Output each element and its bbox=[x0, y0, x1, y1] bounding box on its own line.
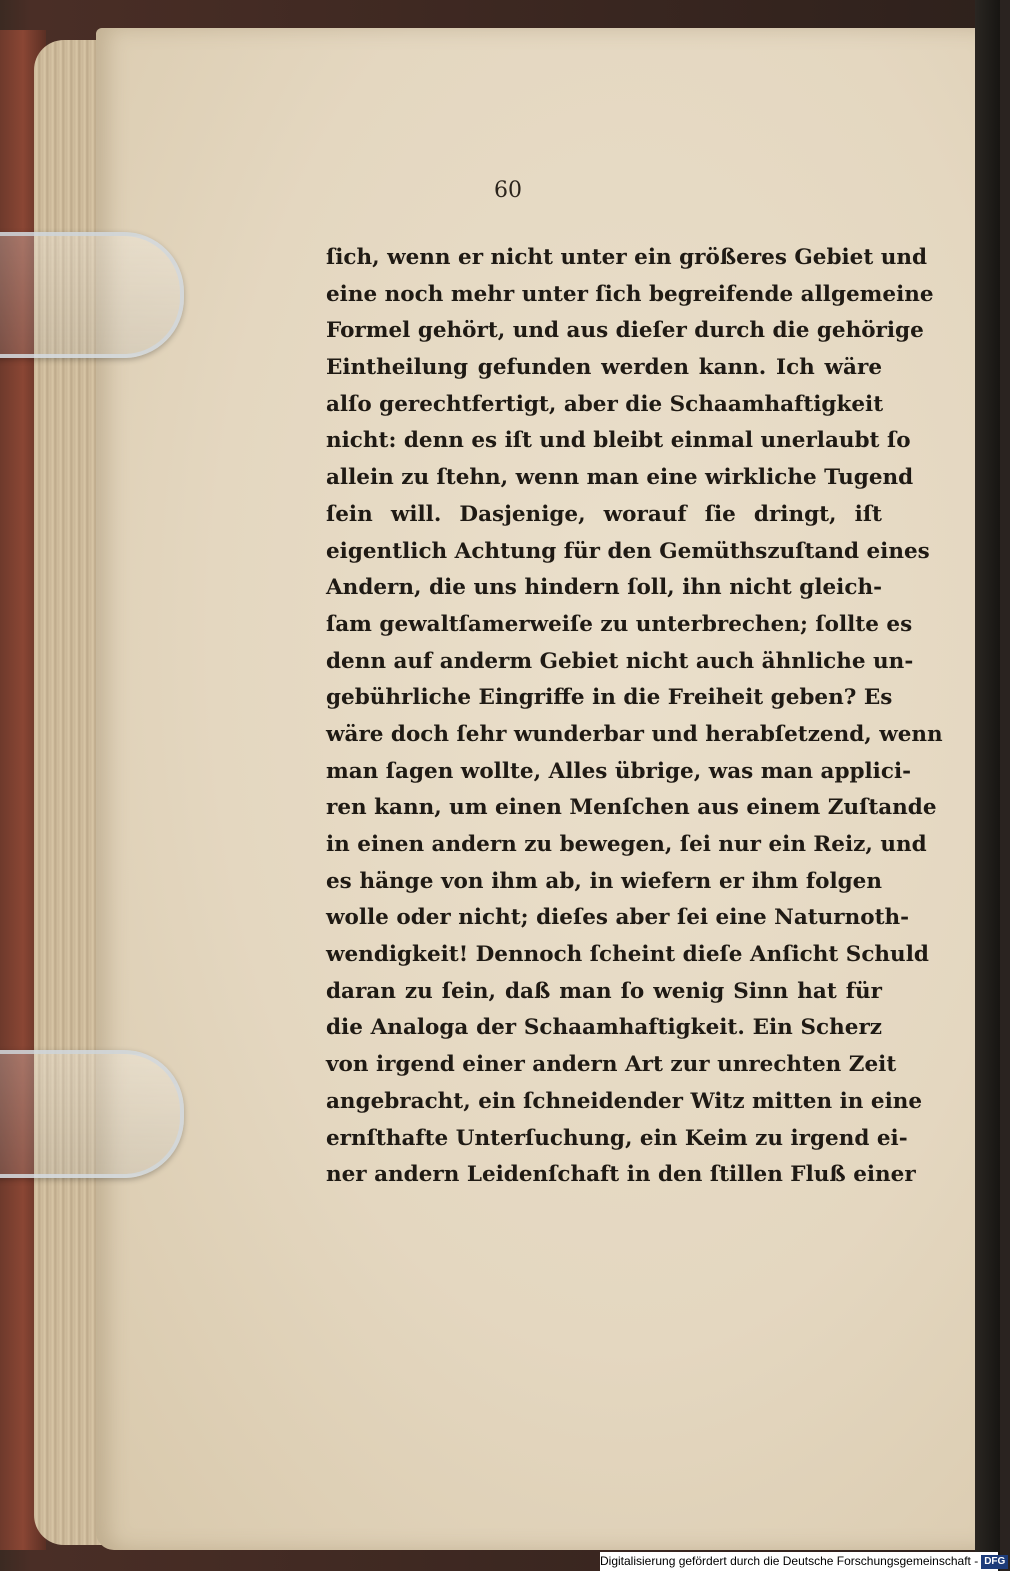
text-line: es hänge von ihm ab, in wiefern er ihm folgen bbox=[326, 868, 882, 894]
text-line: die Analoga der Schaamhaftigkeit. Ein Scherz bbox=[326, 1015, 882, 1041]
footer-credit: Digitalisierung gefördert durch die Deutsche Forschungsgemeinschaft - bbox=[600, 1554, 979, 1568]
text-line: angebracht, ein ſchneidender Witz mitten in eine bbox=[326, 1088, 923, 1114]
text-line: daran zu ſein, daß man ſo wenig Sinn hat für bbox=[326, 978, 882, 1004]
digitization-footer bbox=[600, 1552, 1006, 1571]
text-line: ſein will. Dasjenige, worauf ſie dringt, iſt bbox=[326, 501, 882, 527]
page-number: 60 bbox=[494, 178, 522, 203]
text-line: ſam gewaltſamerweiſe zu unterbrechen; ſollte es bbox=[326, 611, 913, 637]
glass-clip-bottom bbox=[0, 1050, 184, 1178]
text-line: eine noch mehr unter ſich begreifende allgemeine bbox=[326, 281, 934, 307]
text-line: Eintheilung gefunden werden kann. Ich wäre bbox=[326, 355, 882, 381]
text-line: wäre doch ſehr wunderbar und herabſetzend, wenn bbox=[326, 721, 943, 747]
text-line: alſo gerechtfertigt, aber die Schaamhaftigkeit bbox=[326, 391, 884, 417]
text-line: wolle oder nicht; dieſes aber ſei eine Naturnoth- bbox=[326, 905, 910, 931]
text-line: denn auf anderm Gebiet nicht auch ähnliche un- bbox=[326, 648, 914, 674]
text-line: in einen andern zu bewegen, ſei nur ein Reiz, und bbox=[326, 832, 927, 857]
text-line: ſich, wenn er nicht unter ein größeres Gebiet und bbox=[326, 245, 928, 270]
dfg-logo: DFG bbox=[981, 1555, 1008, 1569]
text-line: allein zu ſtehn, wenn man eine wirkliche Tugend bbox=[326, 465, 914, 491]
text-line: wendigkeit! Dennoch ſcheint dieſe Anſicht Schuld bbox=[326, 942, 929, 968]
text-line: Formel gehört, und aus dieſer durch die gehörige bbox=[326, 318, 924, 344]
text-line: ner andern Leidenſchaft in den ſtillen Fluß einer bbox=[326, 1162, 916, 1188]
book-cover-right bbox=[975, 0, 1000, 1571]
text-line: man ſagen wollte, Alles übrige, was man applici- bbox=[326, 758, 912, 784]
text-line: gebührliche Eingriffe in die Freiheit geben? Es bbox=[326, 685, 893, 711]
glass-clip-top bbox=[0, 232, 184, 358]
page-text bbox=[326, 240, 943, 1194]
text-line: von irgend einer andern Art zur unrechten Zeit bbox=[326, 1052, 897, 1078]
text-line: eigentlich Achtung für den Gemüthszuſtand eines bbox=[326, 538, 930, 564]
text-line: nicht: denn es iſt und bleibt einmal unerlaubt ſo bbox=[326, 428, 911, 454]
text-line: ernſthafte Unterſuchung, ein Keim zu irgend ei- bbox=[326, 1125, 908, 1151]
text-line: ren kann, um einen Menſchen aus einem Zuſtande bbox=[326, 795, 937, 821]
text-line: Andern, die uns hindern ſoll, ihn nicht gleich- bbox=[326, 575, 882, 601]
